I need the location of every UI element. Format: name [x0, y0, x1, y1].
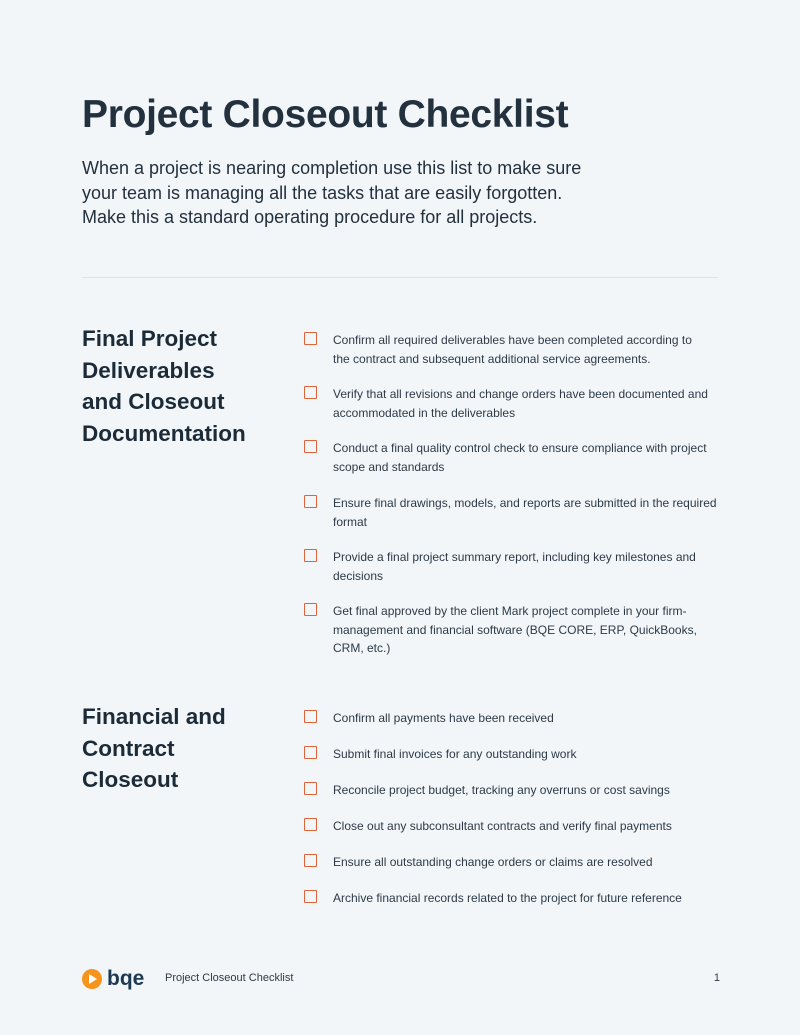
- heading-line: Deliverables: [82, 357, 215, 383]
- bqe-logo-icon: [82, 967, 144, 991]
- checklist-item-text: [333, 817, 728, 836]
- heading-line: Documentation: [82, 420, 246, 446]
- item-line: Reconcile project budget, tracking any overruns or cost savings: [333, 783, 670, 797]
- item-line: decisions: [333, 568, 384, 583]
- checklist-item-text: [333, 889, 728, 908]
- item-line: Close out any subconsultant contracts and verify final payments: [333, 819, 672, 833]
- checklist-item-text: [333, 781, 728, 800]
- item-line: format: [333, 514, 368, 529]
- checklist-item-text: [333, 853, 728, 872]
- section-divider: [82, 277, 718, 278]
- checkbox[interactable]: [304, 710, 317, 723]
- item-line: Ensure all outstanding change orders or claims are resolved: [333, 855, 653, 869]
- checklist-item-text: [333, 548, 728, 585]
- intro-line: your team is managing all the tasks that are easily forgotten.: [82, 182, 563, 203]
- intro-line: When a project is nearing completion use this list to make sure: [82, 158, 582, 178]
- heading-line: and Closeout: [82, 389, 225, 414]
- heading-line: Contract: [82, 735, 175, 761]
- checkbox[interactable]: [304, 332, 317, 345]
- logo-text: bqe: [107, 967, 144, 990]
- checklist-item-text: [333, 494, 728, 531]
- section-heading-financial: [82, 701, 226, 796]
- checklist-item-text: [333, 439, 728, 476]
- item-line: CRM, etc.): [333, 641, 391, 655]
- section-heading-deliverables: [82, 323, 246, 449]
- item-line: Confirm all required deliverables have been completed according to: [333, 333, 692, 347]
- checkbox[interactable]: [304, 440, 317, 453]
- footer-doc-title: Project Closeout Checklist: [165, 972, 294, 984]
- heading-line: Final Project: [82, 326, 218, 351]
- checkbox[interactable]: [304, 746, 317, 759]
- item-line: accommodated in the deliverables: [333, 405, 516, 420]
- item-line: Provide a final project summary report, including key milestones and: [333, 550, 696, 564]
- item-line: Submit final invoices for any outstanding work: [333, 747, 577, 761]
- item-line: management and financial software (BQE CORE, ERP, QuickBooks,: [333, 622, 697, 637]
- item-line: Ensure final drawings, models, and reports are submitted in the required: [333, 496, 717, 510]
- heading-line: Financial and: [82, 704, 226, 729]
- checkbox[interactable]: [304, 782, 317, 795]
- page-title: Project Closeout Checklist: [82, 93, 569, 136]
- checkbox[interactable]: [304, 386, 317, 399]
- checklist-item-text: [333, 709, 728, 728]
- checkbox[interactable]: [304, 854, 317, 867]
- item-line: Confirm all payments have been received: [333, 711, 554, 725]
- checkbox[interactable]: [304, 549, 317, 562]
- page-number: 1: [713, 972, 720, 984]
- intro-line: Make this a standard operating procedure for all projects.: [82, 207, 538, 227]
- checklist-item-text: [333, 385, 728, 422]
- item-line: Conduct a final quality control check to ensure compliance with project: [333, 441, 707, 455]
- item-line: scope and standards: [333, 459, 445, 474]
- intro-paragraph: [82, 156, 642, 230]
- heading-line: Closeout: [82, 767, 179, 792]
- checklist-item-text: [333, 331, 728, 368]
- item-line: the contract and subsequent additional service agreements.: [333, 351, 651, 366]
- item-line: Archive financial records related to the project for future reference: [333, 891, 682, 905]
- checklist-item-text: [333, 602, 728, 658]
- checkbox[interactable]: [304, 495, 317, 508]
- checkbox[interactable]: [304, 890, 317, 903]
- item-line: Get final approved by the client Mark project complete in your firm-: [333, 604, 687, 618]
- item-line: Verify that all revisions and change orders have been documented and: [333, 387, 708, 401]
- checkbox[interactable]: [304, 818, 317, 831]
- checklist-item-text: [333, 745, 728, 764]
- checkbox[interactable]: [304, 603, 317, 616]
